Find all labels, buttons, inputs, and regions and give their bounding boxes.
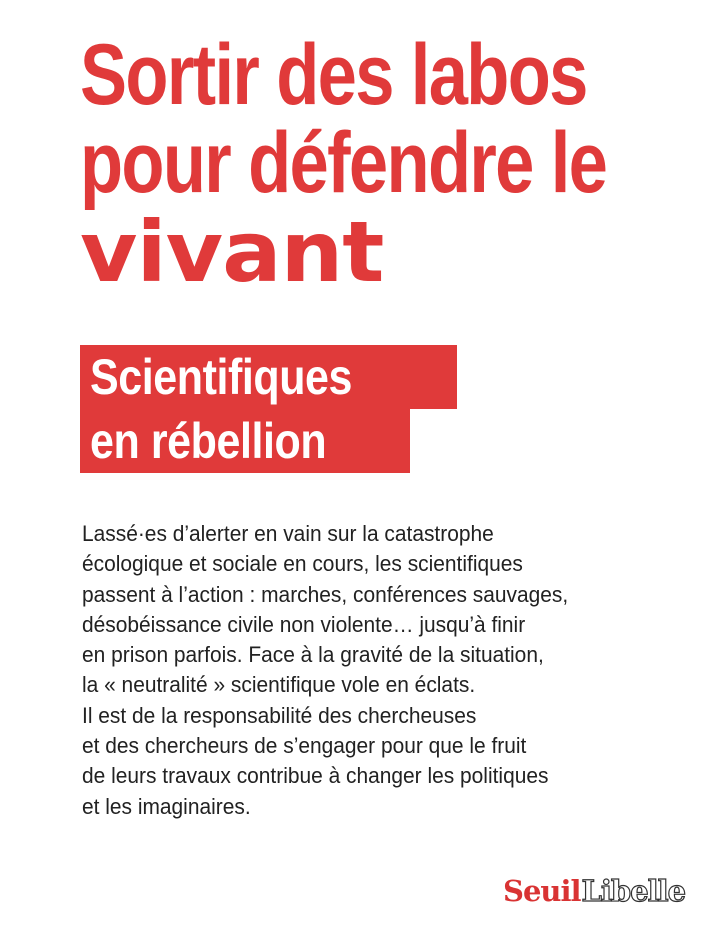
subtitle-text-2: en rébellion: [90, 413, 327, 469]
blurb-line: et des chercheurs de s’engager pour que le fruit: [82, 733, 527, 759]
title-line-2: pour défendre le: [80, 115, 607, 211]
blurb-line: Il est de la responsabilité des chercheuses: [82, 702, 477, 728]
blurb-line: en prison parfois. Face à la gravité de la situation,: [82, 642, 544, 668]
subtitle-line-2: [80, 409, 410, 473]
subtitle-text-1: Scientifiques: [90, 349, 353, 405]
blurb-line: la « neutralité » scientifique vole en éclats.: [82, 672, 476, 698]
title-line-3: vivant: [80, 203, 384, 301]
subtitle-line-1: [80, 345, 457, 409]
blurb-line: Lassé·es d’alerter en vain sur la catastrophe: [82, 521, 494, 546]
blurb-paragraph: [82, 519, 682, 822]
publisher-logo-seuil: Seuil: [503, 874, 581, 908]
book-title: [80, 27, 690, 301]
blurb-line: de leurs travaux contribue à changer les politiques: [82, 763, 549, 789]
blurb-line: écologique et sociale en cours, les scientifiques: [82, 551, 523, 577]
publisher-logo-libelle: Libelle: [581, 874, 686, 908]
blurb-line: désobéissance civile non violente… jusqu’à finir: [82, 611, 526, 637]
title-line-1: Sortir des labos: [80, 27, 587, 123]
blurb-line: passent à l’action : marches, conférences sauvages,: [82, 581, 569, 607]
blurb-line: et les imaginaires.: [82, 793, 251, 819]
subtitle-banner: [80, 345, 457, 473]
publisher-logo: [503, 874, 685, 908]
